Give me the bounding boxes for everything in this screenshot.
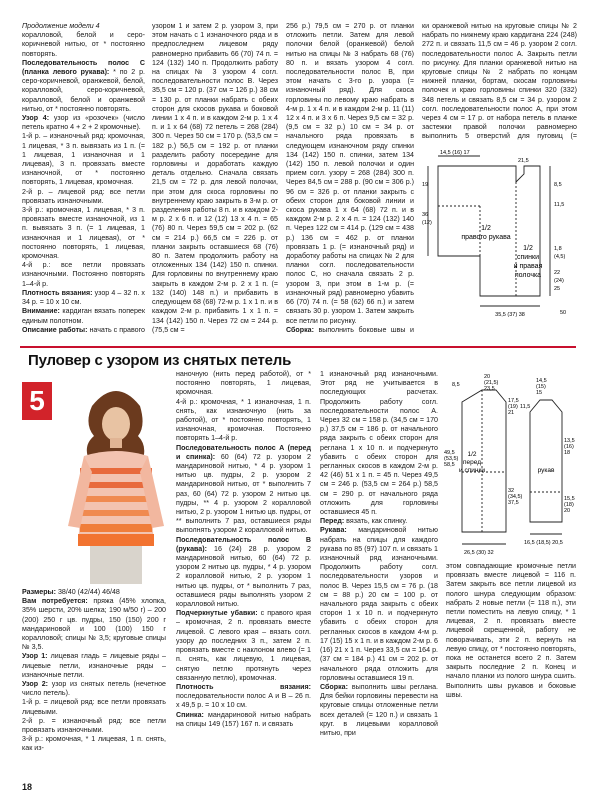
measure: 36: [422, 212, 429, 218]
subhead: Внимание:: [22, 307, 60, 316]
paragraph: мандариновой нитью набрать на спицы для каждого рукава по 85 (97) 107 п. и связать 1 изнаночный ряд изнаночными. Продолжить работу согл. последовательности узоров и полос В. Через 15,5 см = 76 р. (18 см = 88 р.) 20 см = 100 р. от начального ряда закрыть с обеих сторон 1 х 10 п. и подчеркнуто убавить с обеих сторон для регланных скосов в каждом 4-м р. 17 (15) 15 х 1 п. и в каждом 2-м р. 6 (16) 21 х 1 п. Через 33,5 см = 164 р. (37 см = 184 р.) 41 см = 202 р. от начального ряда отложить для горловины оставшиеся 19 п.: [320, 526, 438, 682]
subhead: Рукава:: [320, 526, 347, 535]
measure: 25: [554, 286, 561, 292]
measure: (34,5): [508, 494, 523, 500]
subhead: Плотность вязания:: [22, 288, 93, 297]
diagram-label: 1/2: [523, 245, 533, 252]
row-2: 2-й р. = изнаночный ряд: все петли провязать изнаночными.: [22, 716, 166, 735]
measure: 37,5: [508, 500, 519, 506]
paragraph: наночную (нить перед работой), от * постоянно повторять, 1 лицевая, кромочная.: [176, 370, 311, 397]
paragraph: 4-й р.: кромочная, * 1 изнаночная, 1 п. снять, как изнаночную (нить за работой), от * постоянно повторять, 1 изнаночная, кромочная. Постоянно повторять 1–4-й р.: [176, 397, 311, 443]
subhead: Последовательность полос С (планка левого рукава):: [22, 58, 145, 77]
measure: 23,5: [484, 386, 495, 392]
paragraph: этом совпадающие кромочные петли провязать вместе лицевой = 116 п. Затем закрыть все петли лицевой из полого шнура следующим образом: набрать 2 новые петли (= 118 п.), эти петли поместить на левую спицу, * 1 лицевая, 2 п. провязать вместе лицевой скрещенной, работу не поворачивать, эти 2 п. вернуть на левую спицу, от * постоянно повторять, пока не останется всего 2 п. Затем закрыть последние 2 п. Конец и начало планки из полого шнура сшить. Выполнить швы рукавов и боковые швы.: [446, 562, 576, 699]
subhead: Описание работы:: [22, 325, 88, 334]
subhead: Вам потребуется:: [22, 597, 88, 606]
subhead: Размеры:: [22, 588, 56, 596]
measure: (18): [564, 502, 574, 508]
paragraph: 38/40 (42/44) 46/48: [57, 588, 120, 596]
measure: (15): [536, 384, 546, 390]
paragraph: выполнить швы реглана. Для бейки горловины перевести на круговые спицы отложенные петли всех деталей (= 120 п.) и связать 1 круг. в лицевыми коралловой нитью, при: [320, 682, 438, 737]
paragraph: 16 (24) 28 р. узором 2 мандариновой нитью, 60 (64) 72 р. узором 2 нитью цв. пудры, * 4 р. узором 2 коралловой нитью, 2 р. узором 1 нитью цв. пудры, от * выполнить 7 раз, оставшиеся ряды выполнять узором 2 коралловой нитью.: [176, 544, 311, 609]
top-column-3: [286, 22, 414, 334]
bottom-column-2: [176, 370, 311, 784]
subhead: Плотность вязания:: [176, 682, 311, 691]
subhead: Узор 1:: [22, 652, 48, 661]
pattern-diagram-cardigan: [420, 146, 580, 342]
row-2: 2-й р. – лицевой ряд: все петли провязать изнаночными.: [22, 187, 145, 205]
paragraph: начать с правого: [89, 325, 145, 334]
bottom-column-3: [320, 370, 438, 784]
section-title: Пуловер с узором из снятых петель: [28, 352, 292, 369]
measure: (16): [564, 444, 574, 450]
bottom-column-1: [22, 588, 166, 784]
section-divider: [20, 346, 576, 348]
paragraph: ки оранжевой нитью на круговые спицы № 2 набрать по нижнему краю кардигана 224 (248) 272 п. и связать 11,5 см = 46 р. узором 2 согл. последовательности полос А. Закрыть петли по рисунку. Для планки оранжевой нитью на круговые спицы № 2 набрать по концам нижней планки, бортам, скосам горловины полочек и краю горловины спинки 320 (332) 348 петель и связать 8,5 см = 34 р. узором 2 согл. последовательности полос А, при этом через 4 см = 17 р. от набора петель в планке застежки правой полочки равномерно выполнить 5 отверстий для пуговиц (=: [422, 22, 577, 141]
paragraph: лицевая гладь = лицевые ряды – лицевые петли, изнаночные ряды – изнаночные петли.: [22, 652, 166, 679]
measure: (21,5): [484, 380, 499, 386]
measure: 15,5: [564, 496, 575, 502]
measure: 18: [564, 450, 571, 456]
measure: 17,5: [508, 398, 519, 404]
measure: 26,5 (30) 32: [464, 550, 494, 556]
row-1: 1-й р. – изнаночный ряд: кромочная, 1 лицевая, * 3 п. вывязать из 1 п. (= 1 лицевая, 1 изнаночная и 1 лицевая), 3 п. провязать вместе изнаночной, от * постоянно повторять, 1 лицевая, кромочная.: [22, 132, 145, 187]
measure: (4,5): [554, 254, 566, 260]
subhead: Сборка:: [320, 682, 348, 691]
measure: 14,5: [536, 378, 547, 384]
measure: (12): [422, 220, 432, 226]
bottom-column-4: [446, 562, 576, 784]
subhead: Спинка:: [176, 710, 204, 719]
paragraph: коралловой, белой и серо-коричневой нитью, от * постоянно повторять.: [22, 31, 145, 58]
diagram-label: перед: [462, 459, 482, 466]
paragraph: узор из «розочек» (число петель кратно 4 + 2 + 2 кромочные).: [22, 114, 145, 132]
diagram-label: рукав: [537, 467, 555, 474]
measure: 19: [422, 182, 429, 188]
diagram-label: полочка: [514, 272, 542, 279]
subhead: Узор 2:: [22, 680, 49, 689]
diagram-label: правого рукава: [461, 234, 511, 241]
diagram-label: 1/2: [467, 451, 477, 458]
measure: 11,5: [520, 404, 531, 410]
model-number-badge: 5: [22, 382, 52, 420]
measure: 58,5: [444, 462, 455, 468]
top-column-2: [152, 22, 278, 334]
subhead: Узор 4:: [22, 114, 50, 123]
paragraph: узор из снятых петель (нечетное число петель).: [22, 680, 166, 698]
paragraph: 256 р.) 79,5 см = 270 р. от планки отложить петли. Затем для левой полочки белой (оранжевой) белой нитью на спицы № 3 набрать 68 (76) 80 п. и вязать узором 4 согл. последовательности полос В, при этом начать с 3-го р. узора (= изнаночный ряд). Для скоса горловины по левому краю набрать в 4-м р. 1 х 4 п. и в каждом 2-м р. 11 (11) 12 х 4 п. и 3 х 6 п. Через 9,5 см = 32 р. (9,5 см = 32 р.) 10 см = 34 р. от начального ряда провязать в следующем изнаночном ряду спинки 134 (142) 150 п. спинки, затем 134 (142) 150 п. левой полочки и один прием согл. узору = 268 (284) 300 п. Через 84,5 см = 288 р. (90 см = 306 р.) 96 см = 326 р. от планки закрыть с обеих сторон для боковой линии и скоса рукава 1 х 64 (68) 72 п. и в каждом 2-м р. 2 х 4 п. = 124 (132) 140 п. Через 122 см = 414 р. (129 см = 438 р.) 136 см = 462 р. от планки провязать 1 р. (= изнаночный ряд) и доработку работы на спицах № 2 для планки согл. последовательности полос С, но сначала связать 2 р. узором 3, при этом в 1-м р. (= изнаночный ряд) равномерно убавить 66 (70) 74 п. (= 58 (62) 66 п.) и затем связать 30 р. узором 1. Затем закрыть все петли по рисунку.: [286, 22, 414, 325]
measure: 21,5: [518, 158, 529, 164]
paragraph: с правого края – кромочная, 2 п. провязать вместе лицевой. С левого края – вязать согл. узору до последних 3 п., затем 2 п. провязать вместе с наклоном влево (= 1 п. снять, как лицевую, 1 лицевая, снятую петлю протянуть через связанную петлю), кромочная.: [176, 609, 311, 682]
paragraph: мандариновой нитью набрать на спицы 149 (157) 167 п. и связать: [176, 710, 311, 728]
diagram-label: и правая: [513, 263, 543, 270]
measure: 1,8: [554, 246, 562, 252]
row-3: 3-й р.: кромочная, * 1 лицевая, 1 п. снять, как из-: [22, 735, 166, 753]
diagram-label: спинки: [516, 254, 540, 261]
row-1: 1-й р. = лицевой ряд: все петли провязать лицевыми.: [22, 698, 166, 716]
paragraph: вязать, как спинку.: [346, 517, 408, 526]
measure: 20: [564, 508, 571, 514]
measure: 13,5: [564, 438, 575, 444]
measure: 15: [536, 390, 543, 396]
subhead: Подчеркнутые убавки:: [176, 609, 258, 618]
measure: 32: [508, 488, 515, 494]
subhead: Перед:: [320, 517, 345, 526]
model-photo: [62, 376, 170, 584]
row-4: 4-й р.: все петли провязать изнаночными. Постоянно повторять 1–4-й р.: [22, 261, 145, 288]
measure: 11,5: [554, 202, 565, 208]
diagram-label: 1/2: [481, 225, 491, 232]
diagram-label: и спинки: [459, 467, 485, 474]
measure: (53,5): [444, 456, 459, 462]
row-3: 3-й р.: кромочная, 1 лицевая, * 3 п. провязать вместе изнаночной, из 1 п. вывязать 3 п. (= 1 лицевая, 1 изнаночная и 1 лицевая), от * постоянно повторять, 1 лицевая, кромочная.: [22, 206, 145, 261]
measure: 35,5 (37) 38: [495, 312, 525, 318]
top-column-1: [22, 22, 145, 334]
pattern-diagram-pullover: [444, 372, 580, 560]
paragraph: кардиган вязать поперек единым полотном.: [22, 307, 145, 325]
measure: 16,5 (18,5) 20,5: [524, 540, 563, 546]
continuation-heading: Продолжение модели 4: [22, 22, 100, 30]
top-column-4: [422, 22, 577, 142]
measure: 8,5: [554, 182, 562, 188]
subhead: Последовательность полос В (рукава):: [176, 535, 311, 553]
paragraph: 1 изнаночный ряд изнаночными. Этот ряд не учитывается в последующих расчетах. Продолжить работу согл. последовательности полос А. Через 32 см = 158 р. (34,5 см = 170 р.) 37,5 см = 186 р. от начального ряда закрыть с обеих сторон для реглана 1 х 10 п. и подчеркнуто убавить с обеих сторон для регланных скосов в каждом 2-м р. 42 (46) 51 х 1 п. = 45 п. Через 49,5 см = 246 р. (53,5 см = 264 р.) 58,5 см = 290 р. от начального ряда отложить для горловины оставшиеся 45 п.: [320, 370, 438, 517]
paragraph: 60 (64) 72 р. узором 2 мандариновой нитью, * 4 р. узором 1 нитью цв. пудры, 2 р. узором 2 мандариновой нитью, от * выполнить 7 раз, 60 (64) 72 р. узором 2 нитью цв. пудры, ** 4 р. узором 2 коралловой нитью, 2 р. узором 1 нитью цв. пудры, от ** выполнить 7 раз, оставшиеся ряды выполнять узором 2 коралловой нитью.: [176, 452, 311, 535]
measure: 50: [560, 310, 567, 316]
subhead: Сборка:: [286, 325, 314, 334]
paragraph: пряжа (45% хлопка, 35% шерсти, 20% шелка; 190 м/50 г) – 200 (200) 250 г цв. пудры, 150 (150) 200 г мандариновой и 100 (100) 150 г коралловой; спицы № 3,5; круговые спицы № 3,5.: [22, 597, 166, 652]
measure: 22: [554, 270, 561, 276]
measure: 14,5 (16) 17: [440, 150, 470, 156]
paragraph: последовательности полос А и В – 26 п. х 49,5 р. = 10 х 10 см.: [176, 692, 311, 710]
paragraph: * по 2 р. серо-коричневой, оранжевой, белой, коралловой, серо-коричневой, коралловой, белой и оранжевой нитью, от * постоянно повторять.: [22, 68, 145, 113]
measure: (24): [554, 278, 564, 284]
measure: 49,5: [444, 450, 455, 456]
page-number: 18: [22, 782, 33, 792]
measure: (19): [508, 404, 518, 410]
measure: 20: [484, 374, 491, 380]
measure: 21: [508, 410, 515, 416]
measure: 8,5: [452, 382, 460, 388]
paragraph: узором 1 и затем 2 р. узором 3, при этом начать с 1 изнаночного ряда и в предпоследнем лицевом ряду равномерно прибавить 66 (70) 74 п. = 124 (132) 140 п. Продолжить работу на спицах № 3 узором 4 согл. последовательности полос В. Через 35,5 см = 120 р. (37 см = 126 р.) 38 см = 130 р. от планки набрать с обеих сторон для скосов рукава и боковой линии 1 х 4 п. и в каждом 2-м р. 1 х 4 п. и 1 х 64 (68) 72 петель = 268 (284) 300 п. Через 50 см = 170 р. (53,5 см = 182 р.) 56,5 см = 192 р. от планки разделить работу посередине для горловины и доработать каждую деталь отдельно. Сначала связать 21,5 см = 72 р. для левой полочки, при этом для скоса горловины по внутреннему краю закрыть в 3-м р. от разделения работы 8 п. и в каждом 2-м р. 2 х 6 п. и 12 (12) 13 х 4 п. = 65 (76) 80 п. Через 59,5 см = 202 р. (62 см = 214 р.) 66,5 см = 226 р. от планки закрыть оставшиеся 68 (76) 80 п. Затем продолжить работу на отложенных 134 (142) 150 п. спинки. Для горловины по внутреннему краю закрыть в каждом 2-м р. 2 х 1 п. (= 132 (140) 148 п.) и прибавить в следующем 68 (68) 72-м р. 1 х 1 п. и в каждом 2-м р. прибавить 1 х 1 п. = 134 (142) 150 п. Через 72 см = 244 р. (75,5 см =: [152, 22, 278, 334]
paragraph: выполнить боковые швы и: [318, 325, 414, 334]
subhead: Последовательность полос А (перед и спинка):: [176, 443, 311, 461]
paragraph: узор 4 – 32 п. х 34 р. = 10 х 10 см.: [22, 288, 145, 307]
